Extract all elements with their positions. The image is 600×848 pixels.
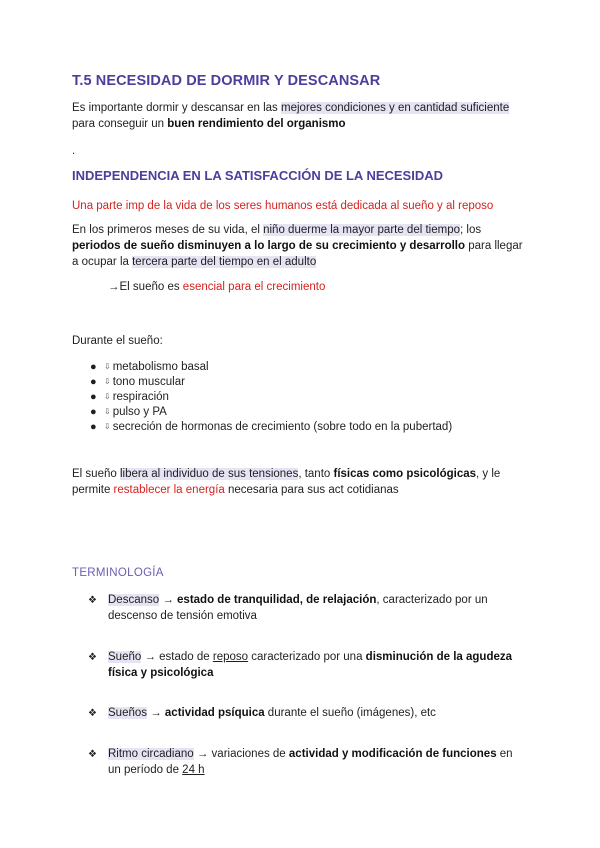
down-arrow-icon: ⇩ <box>104 422 111 431</box>
term-mid: en un período de <box>108 748 513 776</box>
diamond-bullet-icon: ❖ <box>88 708 97 719</box>
term-rest: , caracterizado por un descenso de tensión emotiva <box>108 594 488 622</box>
release-text-b: , tanto <box>298 468 334 480</box>
term-arrow: → <box>147 707 165 719</box>
term-name: Descanso <box>108 594 160 606</box>
bullet-dot-icon: ● <box>90 406 97 418</box>
diamond-bullet-icon: ❖ <box>88 652 97 663</box>
during-sleep-list <box>72 359 532 434</box>
down-arrow-icon: ⇩ <box>104 377 111 386</box>
term-item-ritmo-circadiano <box>88 746 528 778</box>
growth-paragraph <box>72 222 532 270</box>
bullet-text: respiración <box>112 391 169 403</box>
red-statement: Una parte imp de la vida de los seres humanos está dedicada al sueño y al reposo <box>72 200 494 212</box>
list-item <box>72 419 532 434</box>
page-title: T.5 NECESIDAD DE DORMIR Y DESCANSAR <box>72 73 381 89</box>
diamond-bullet-icon: ❖ <box>88 749 97 760</box>
growth-text-c: para llegar a ocupar la <box>72 240 523 268</box>
dot-line: . <box>72 145 76 157</box>
term-pre: estado de <box>159 651 213 663</box>
arrow-line <box>108 279 568 295</box>
growth-text-a: En los primeros meses de su vida, el <box>72 224 264 236</box>
term-arrow: → <box>159 594 178 606</box>
release-text-a: El sueño <box>72 468 120 480</box>
term-bold: actividad psíquica <box>164 707 265 719</box>
intro-paragraph <box>72 100 532 132</box>
list-item <box>72 359 532 374</box>
term-item-descanso <box>88 592 528 624</box>
arrow-line-text: →El sueño es <box>108 281 183 293</box>
intro-text: Es importante dormir y descansar en las <box>72 102 282 114</box>
term-name: Sueños <box>108 707 148 719</box>
release-text-d: necesaria para sus act cotidianas <box>224 484 399 496</box>
bullet-dot-icon: ● <box>90 421 97 433</box>
term-rest: durante el sueño (imágenes), etc <box>264 707 436 719</box>
term-name: Sueño <box>108 651 142 663</box>
intro-text-2: para conseguir un <box>72 118 168 130</box>
release-bold: físicas como psicológicas <box>333 468 477 480</box>
release-paragraph <box>72 466 532 498</box>
term-item-suenos <box>88 705 528 721</box>
term-underline: 24 h <box>182 764 205 776</box>
diamond-bullet-icon: ❖ <box>88 595 97 606</box>
growth-bold: periodos de sueño disminuyen a lo largo de su crecimiento y desarrollo <box>72 240 466 252</box>
term-underline: reposo <box>212 651 249 663</box>
bullet-text: secreción de hormonas de crecimiento (sobre todo en la pubertad) <box>112 421 453 433</box>
term-bold: actividad y modificación de funciones <box>288 748 497 760</box>
growth-text-b: ; los <box>460 224 482 236</box>
intro-highlight: mejores condiciones y en cantidad suficiente <box>281 102 510 114</box>
term-pre: variaciones de <box>211 748 289 760</box>
term-item-sueno <box>88 649 528 681</box>
bullet-dot-icon: ● <box>90 376 97 388</box>
bullet-dot-icon: ● <box>90 391 97 403</box>
term-name: Ritmo circadiano <box>108 748 194 760</box>
arrow-line-red: esencial para el crecimiento <box>182 281 326 293</box>
bullet-dot-icon: ● <box>90 361 97 373</box>
bullet-text: tono muscular <box>112 376 185 388</box>
growth-highlight-c: tercera parte del tiempo en el adulto <box>132 256 317 268</box>
during-sleep-label: Durante el sueño: <box>72 335 163 347</box>
term-arrow: → <box>193 748 212 760</box>
down-arrow-icon: ⇩ <box>104 407 111 416</box>
list-item <box>72 404 532 419</box>
growth-highlight-a: niño duerme la mayor parte del tiempo <box>263 224 460 236</box>
down-arrow-icon: ⇩ <box>104 362 111 371</box>
release-text-c: , y le permite <box>72 468 501 496</box>
term-mid: caracterizado por una <box>248 651 366 663</box>
release-red: restablecer la energía <box>113 484 225 496</box>
bullet-text: metabolismo basal <box>112 361 209 373</box>
bullet-text: pulso y PA <box>112 406 167 418</box>
down-arrow-icon: ⇩ <box>104 392 111 401</box>
term-arrow: → <box>141 651 160 663</box>
intro-bold: buen rendimiento del organismo <box>167 118 346 130</box>
term-bold: disminución de la agudeza física y psicológica <box>108 651 513 679</box>
section-heading-independence: INDEPENDENCIA EN LA SATISFACCIÓN DE LA NECESIDAD <box>72 168 444 183</box>
terminology-heading: TERMINOLOGÍA <box>72 567 164 579</box>
release-highlight: libera al individuo de sus tensiones <box>119 468 299 480</box>
term-bold: estado de tranquilidad, de relajación <box>177 594 377 606</box>
list-item <box>72 389 532 404</box>
list-item <box>72 374 532 389</box>
